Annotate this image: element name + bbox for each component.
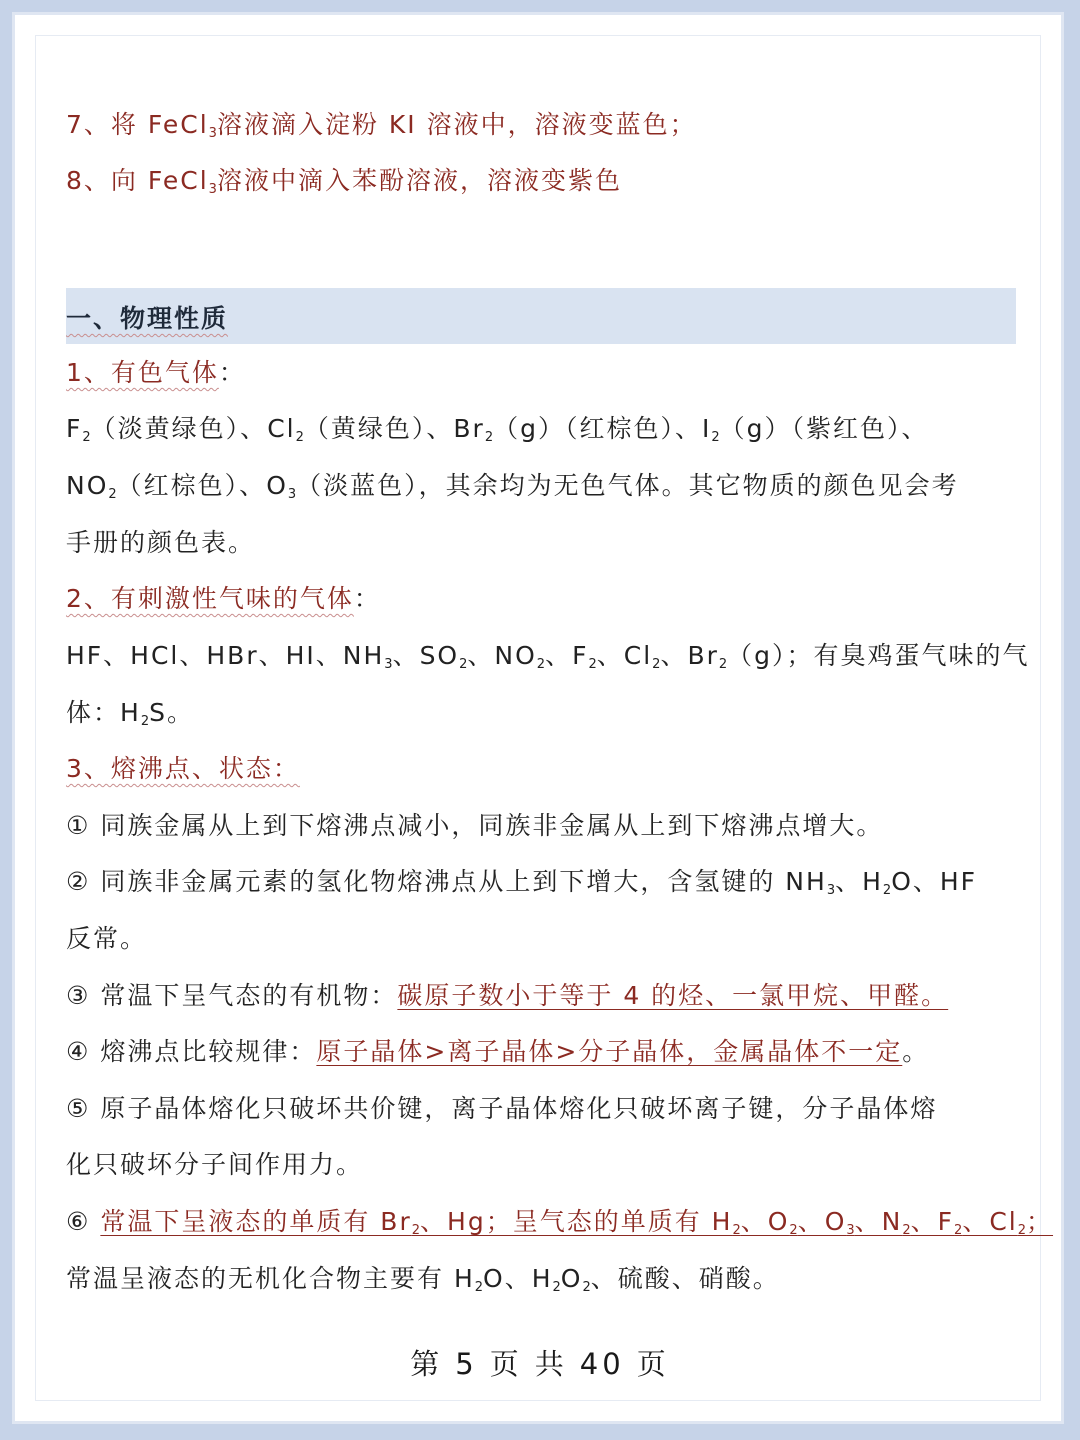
text: O、HF — [891, 867, 978, 896]
subscript: 2 — [732, 1223, 741, 1238]
subscript: 2 — [789, 1223, 798, 1238]
item-text: FeCl — [147, 110, 209, 139]
text: （g）（红棕色）、 — [493, 414, 702, 443]
text: 。 — [902, 1037, 930, 1066]
highlight-text: 、O — [797, 1207, 847, 1236]
text: ⑤ 原子晶体熔化只破坏共价键，离子晶体熔化只破坏离子键，分子晶体熔 — [66, 1094, 938, 1123]
item-text: 溶液滴入淀粉 KI 溶液中，溶液变蓝色； — [216, 110, 697, 139]
formula: Br — [453, 414, 485, 443]
text: 体：H — [66, 698, 141, 727]
rule-3 — [66, 979, 1016, 1013]
subscript: 2 — [484, 430, 494, 445]
subsection-title: 1、有色气体 — [66, 358, 219, 387]
subscript: 3 — [208, 126, 217, 141]
text: ③ 常温下呈气态的有机物： — [66, 981, 398, 1010]
text: 反常。 — [66, 924, 148, 953]
text: （g）（紫红色）、 — [719, 414, 929, 443]
footer-text: 共 — [534, 1347, 568, 1381]
subsection-title-irritating-gases — [66, 582, 1016, 616]
subscript: 2 — [140, 714, 150, 729]
subscript: 3 — [846, 1223, 855, 1238]
section-heading — [66, 288, 1016, 344]
page-footer — [0, 1342, 1080, 1383]
page-number: 5 — [455, 1347, 478, 1381]
formula: NO — [66, 471, 109, 500]
rule-5 — [66, 1092, 1016, 1126]
item-text: 溶液中滴入苯酚溶液，溶液变紫色 — [216, 166, 622, 195]
rule-2-cont — [66, 922, 1016, 956]
formula: F — [66, 414, 83, 443]
colon: ： — [218, 358, 246, 387]
subsection-title-colored-gases — [66, 356, 1016, 390]
rule-6-cont — [66, 1262, 1016, 1305]
subsection-title: 3、熔沸点、状态： — [66, 754, 300, 783]
subscript: 3 — [208, 182, 217, 197]
subscript: 2 — [552, 1280, 561, 1295]
subscript: 2 — [82, 430, 91, 445]
text: （黄绿色）、 — [303, 414, 454, 443]
item-text: FeCl — [147, 166, 209, 195]
highlight-text: 、O — [740, 1207, 790, 1236]
text: ④ 熔沸点比较规律： — [66, 1037, 317, 1066]
paragraph-line — [66, 412, 1016, 455]
text: （淡蓝色），其余均为无色气体。其它物质的颜色见会考 — [296, 471, 959, 500]
text: 、SO — [392, 641, 460, 670]
text: 、Cl — [596, 641, 653, 670]
subsection-title-melting — [66, 752, 1016, 786]
subscript: 2 — [718, 657, 728, 672]
section-heading-text: 一、物理性质 — [66, 304, 229, 333]
highlight-text: 、N — [854, 1207, 903, 1236]
paragraph-line — [66, 526, 1016, 560]
item-text: 7、将 — [66, 110, 148, 139]
text: 、F — [545, 641, 589, 670]
text: 常温呈液态的无机化合物主要有 H — [66, 1264, 475, 1293]
subscript: 2 — [295, 430, 304, 445]
text: 、H — [835, 867, 883, 896]
subscript: 2 — [711, 430, 720, 445]
highlight-text: 原子晶体>离子晶体>分子晶体，金属晶体不一定 — [316, 1037, 903, 1066]
subscript: 2 — [108, 487, 117, 502]
item-text: 8、向 — [66, 166, 148, 195]
formula: O — [266, 471, 288, 500]
page-total: 40 — [579, 1347, 625, 1381]
text: O — [560, 1264, 583, 1293]
text: ② 同族非金属元素的氢化物熔沸点从上到下增大，含氢键的 NH — [66, 867, 827, 896]
subscript: 2 — [474, 1280, 484, 1295]
highlight-text: 、Hg；呈气态的单质有 H — [420, 1207, 733, 1236]
paragraph-line — [66, 639, 1030, 682]
text: 手册的颜色表。 — [66, 528, 256, 557]
subscript: 2 — [411, 1223, 421, 1238]
list-item-7 — [66, 108, 1016, 151]
formula: Cl — [267, 414, 296, 443]
text: （g）；有臭鸡蛋气味的气 — [727, 641, 1030, 670]
subscript: 2 — [588, 657, 597, 672]
subscript: 2 — [902, 1223, 911, 1238]
highlight-text: 常温下呈液态的单质有 Br — [100, 1207, 412, 1236]
text: HF、HCl、HBr、HI、NH — [66, 641, 385, 670]
highlight-text: 、Cl — [962, 1207, 1018, 1236]
formula: I — [701, 414, 712, 443]
subscript: 2 — [652, 657, 661, 672]
subscript: 2 — [459, 657, 468, 672]
subsection-title: 2、有刺激性气味的气体 — [66, 584, 354, 613]
subscript: 3 — [384, 657, 393, 672]
paragraph-line — [66, 469, 1016, 512]
footer-text: 页 — [489, 1347, 523, 1381]
text: 、NO — [467, 641, 537, 670]
subscript: 2 — [582, 1280, 591, 1295]
paragraph-line — [66, 696, 1016, 739]
subscript: 2 — [882, 883, 892, 898]
text: 化只破坏分子间作用力。 — [66, 1150, 364, 1179]
rule-2 — [66, 865, 1016, 908]
rule-5-cont — [66, 1148, 1016, 1182]
subscript: 2 — [954, 1223, 963, 1238]
text: （淡黄绿色）、 — [90, 414, 268, 443]
rule-4 — [66, 1035, 1016, 1069]
subscript: 3 — [287, 487, 297, 502]
text: ⑥ — [66, 1207, 101, 1236]
subscript: 2 — [1017, 1223, 1027, 1238]
list-item-8 — [66, 164, 1016, 207]
subscript: 2 — [536, 657, 546, 672]
text: O、H — [483, 1264, 553, 1293]
text: 、Br — [660, 641, 719, 670]
text: S。 — [149, 698, 194, 727]
footer-text: 第 — [410, 1347, 444, 1381]
rule-1 — [66, 809, 1016, 843]
footer-text: 页 — [636, 1347, 670, 1381]
text: ① 同族金属从上到下熔沸点减小，同族非金属从上到下熔沸点增大。 — [66, 811, 884, 840]
rule-6 — [66, 1205, 1054, 1248]
text: （红棕色）、 — [116, 471, 267, 500]
highlight-text: 碳原子数小于等于 4 的烃、一氯甲烷、甲醛。 — [397, 981, 949, 1010]
colon: ： — [353, 584, 381, 613]
subscript: 3 — [826, 883, 836, 898]
text: 、硫酸、硝酸。 — [590, 1264, 780, 1293]
highlight-text: 、F — [910, 1207, 955, 1236]
highlight-text: ； — [1026, 1207, 1054, 1236]
